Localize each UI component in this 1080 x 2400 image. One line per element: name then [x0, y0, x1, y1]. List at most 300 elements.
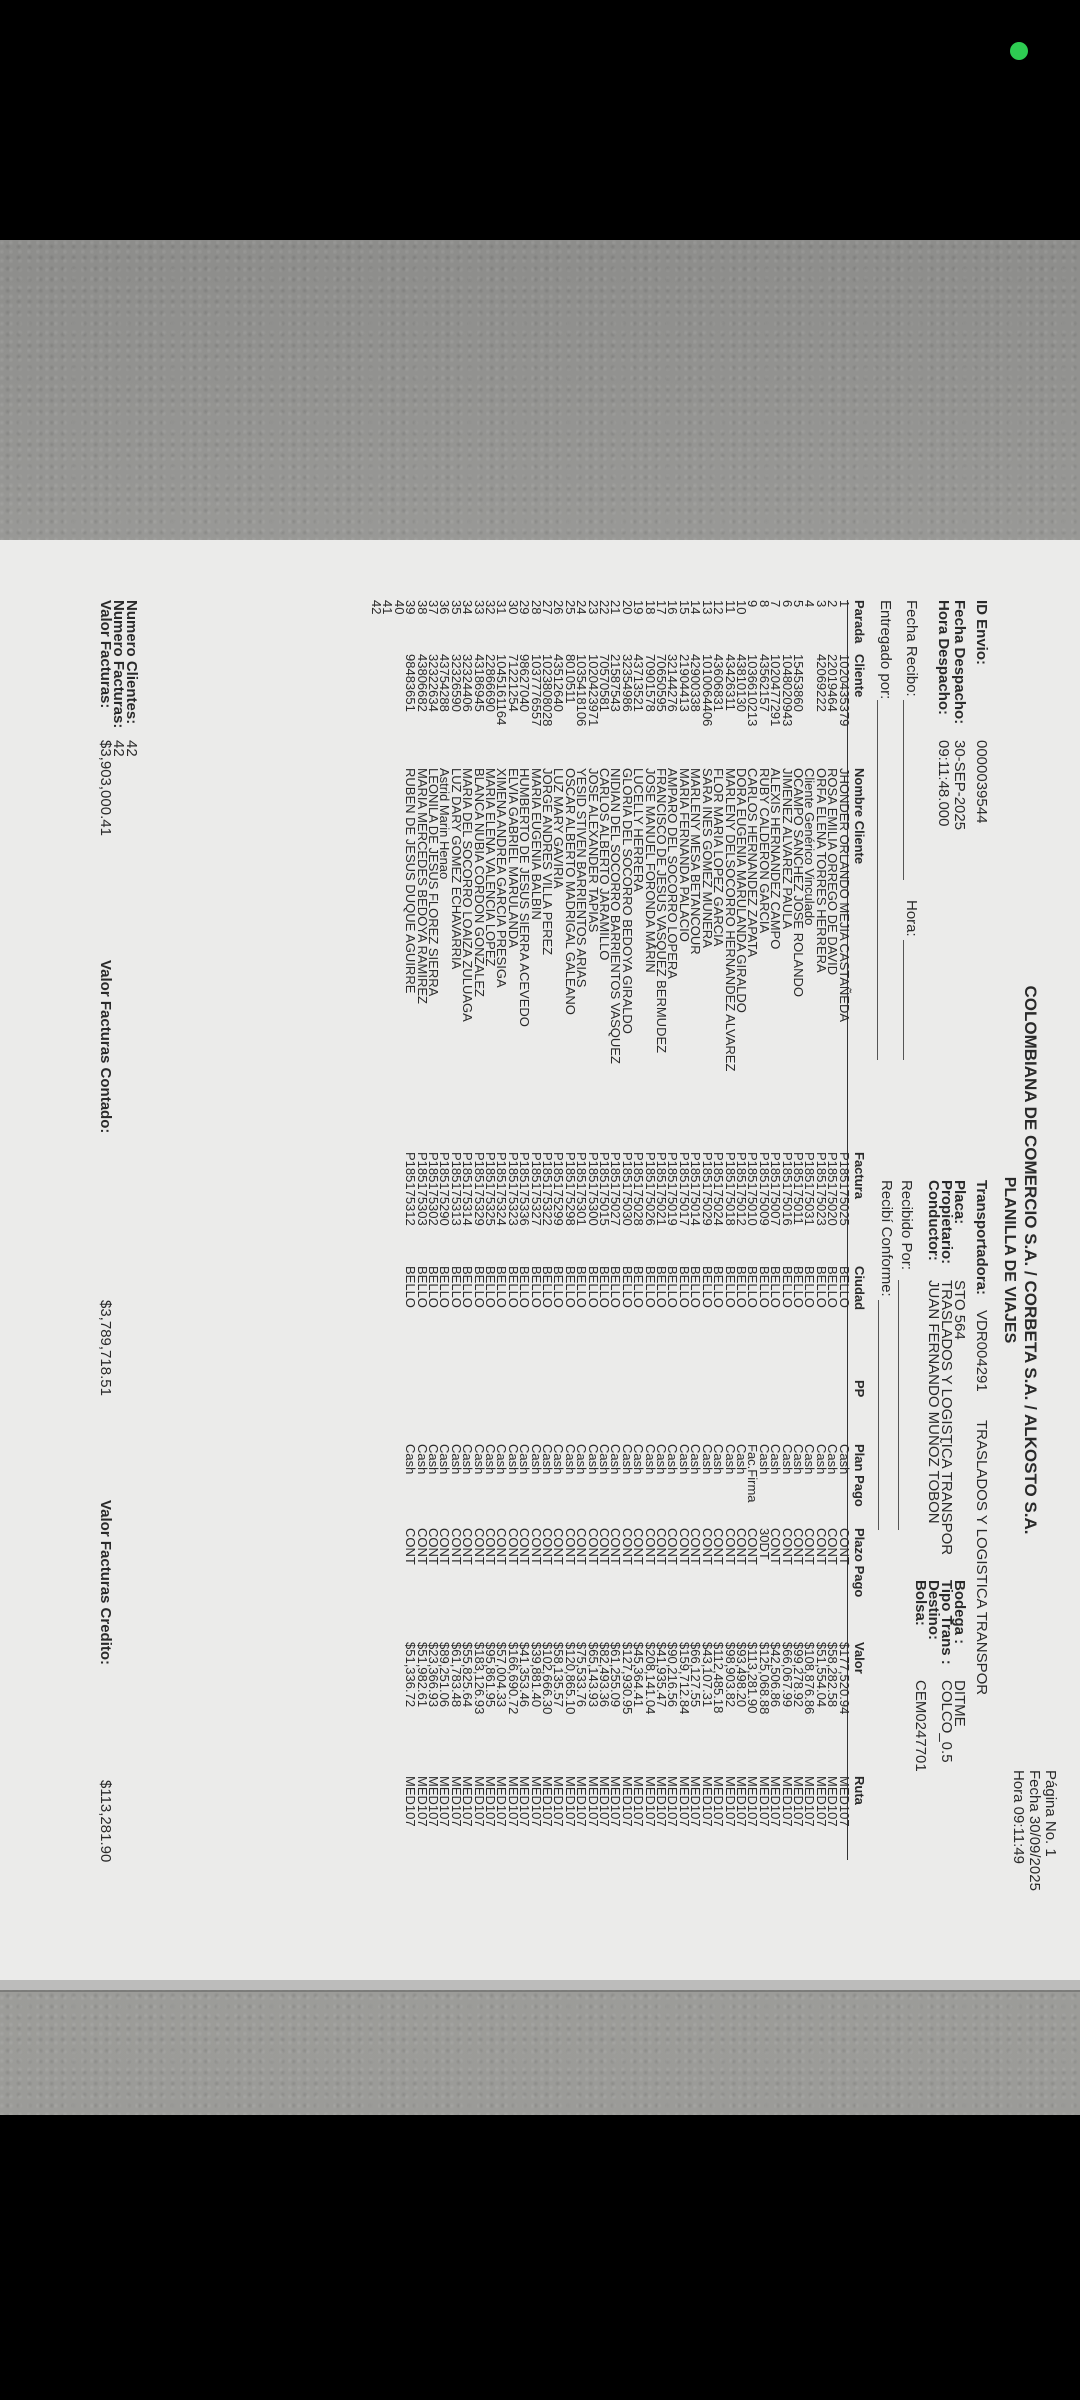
- cell-valor: $208,141.04: [642, 1642, 658, 1715]
- cell-plan-pago: Cash: [403, 1444, 419, 1475]
- cell-cliente: 1023808028: [540, 654, 556, 727]
- cell-pp: [542, 1380, 553, 1444]
- cell-pp: [838, 1380, 849, 1444]
- cell-factura: P185175322: [540, 1152, 556, 1226]
- cell-nombre: RUBEN DE JESUS DUQUE AGUIRRE: [403, 768, 419, 994]
- col-pp: PP: [852, 1380, 867, 1398]
- table-row: [815, 600, 826, 1860]
- cell-plazo-pago: CONT: [631, 1528, 647, 1565]
- cell-cliente: 70901578: [642, 654, 658, 712]
- cell-ciudad: BELLO: [665, 1266, 681, 1308]
- cell-valor: $183,126.93: [471, 1642, 487, 1715]
- document-page: [0, 540, 1080, 1980]
- conductor-label: Conductor:: [925, 1180, 942, 1261]
- cell-pp: [633, 1380, 644, 1444]
- cell-factura: P185175010: [745, 1152, 761, 1226]
- cell-parada: 13: [699, 600, 715, 615]
- transportadora-label: Transportadora:: [973, 1180, 990, 1296]
- cell-plazo-pago: CONT: [608, 1528, 624, 1565]
- cell-ruta: MED107: [790, 1776, 806, 1827]
- cell-ciudad: BELLO: [745, 1266, 761, 1308]
- status-bar: [0, 0, 1080, 110]
- cell-valor: $45,364.41: [631, 1642, 647, 1708]
- cell-plan-pago: Cash: [665, 1444, 681, 1475]
- cell-factura: P185175336: [517, 1152, 533, 1226]
- cell-cliente: 22866690: [483, 654, 498, 712]
- cell-valor: $89,251.06: [437, 1642, 453, 1708]
- cell-ruta: MED107: [836, 1776, 852, 1827]
- cell-plan-pago: Cash: [654, 1444, 670, 1475]
- cell-plazo-pago: CONT: [619, 1528, 635, 1565]
- bolsa-value: CEM0247701: [912, 1680, 929, 1772]
- cell-cliente: 1010064406: [699, 654, 715, 727]
- table-row: [679, 600, 690, 1860]
- cell-cliente: 70570581: [597, 654, 613, 712]
- cell-plan-pago: Cash: [619, 1444, 635, 1475]
- cell-plan-pago: Cash: [733, 1444, 749, 1475]
- cell-factura: P185175313: [448, 1152, 464, 1226]
- invoice-table: [368, 600, 867, 1860]
- cell-plan-pago: Cash: [688, 1444, 704, 1475]
- table-row: [621, 600, 632, 1860]
- valor-facturas-value: $3,903,000.41: [97, 740, 114, 836]
- cell-nombre: CARLOS HERNANDEZ ZAPATA: [745, 768, 761, 958]
- cell-plazo-pago: CONT: [768, 1528, 784, 1565]
- cell-valor: [371, 1642, 382, 1776]
- cell-ruta: MED107: [722, 1776, 738, 1827]
- document-subtitle: PLANILLA DE VIAJES: [1001, 1176, 1018, 1344]
- cell-pp: [599, 1380, 610, 1444]
- table-row: [564, 600, 575, 1860]
- cell-valor: $102,666.30: [540, 1642, 556, 1715]
- cell-ruta: MED107: [551, 1776, 567, 1827]
- cell-plazo-pago: CONT: [642, 1528, 658, 1565]
- cell-cliente: 15453860: [790, 654, 806, 712]
- cell-valor: $23,366.93: [425, 1642, 441, 1708]
- cell-factura: [382, 1152, 393, 1266]
- cell-parada: 42: [368, 600, 384, 615]
- cell-plazo-pago: CONT: [551, 1528, 567, 1565]
- cell-plan-pago: Cash: [631, 1444, 647, 1475]
- col-ruta: Ruta: [852, 1776, 867, 1805]
- cell-ciudad: BELLO: [528, 1266, 544, 1308]
- cell-nombre: JOSE ALEXANDER TAPIAS: [585, 768, 601, 933]
- cell-factura: P185175019: [665, 1152, 681, 1226]
- cell-ciudad: BELLO: [505, 1266, 521, 1308]
- cell-ruta: MED107: [642, 1776, 658, 1827]
- cell-pp: [770, 1380, 781, 1444]
- propietario-label: Propietario:: [938, 1180, 955, 1265]
- cell-plan-pago: Cash: [608, 1444, 624, 1475]
- cell-parada: 2: [825, 600, 841, 608]
- cell-ruta: MED107: [517, 1776, 533, 1827]
- fecha-despacho-label: Fecha Despacho:: [951, 600, 968, 725]
- cell-ruta: MED107: [585, 1776, 601, 1827]
- cell-ciudad: BELLO: [802, 1266, 818, 1308]
- num-facturas-label: Numero Facturas:: [110, 600, 127, 729]
- cell-plazo-pago: CONT: [483, 1528, 498, 1565]
- cell-ciudad: BELLO: [585, 1266, 601, 1308]
- num-clientes-value: 42: [123, 740, 140, 757]
- cell-nombre: MARIA MERCEDES BEDOYA RAMIREZ: [414, 768, 430, 1004]
- cell-pp: [679, 1380, 690, 1444]
- cell-pp: [496, 1380, 507, 1444]
- cell-plazo-pago: CONT: [699, 1528, 715, 1565]
- cell-valor: $51,554.04: [813, 1642, 829, 1708]
- cell-factura: P185175011: [790, 1152, 806, 1225]
- cell-parada: 21: [608, 600, 624, 615]
- cell-pp: [747, 1380, 758, 1444]
- cell-plazo-pago: CONT: [790, 1528, 806, 1565]
- transportadora-name: TRASLADOS Y LOGISTICA TRANSPOR: [973, 1420, 990, 1696]
- cell-nombre: MARLENY DELSOCORRO HERNANDEZ ALVAREZ: [722, 768, 738, 1072]
- paper-shadow: [0, 1980, 1080, 1992]
- cell-cliente: 21587543: [608, 654, 624, 712]
- cell-pp: [656, 1380, 667, 1444]
- cell-factura: P185175302: [425, 1152, 441, 1226]
- fecha-recibo-label: Fecha Recibo:: [903, 600, 920, 697]
- cell-ciudad: BELLO: [403, 1266, 419, 1308]
- cell-ciudad: BELLO: [562, 1266, 578, 1308]
- cell-nombre: MARIA FERNANDA PALACIO: [676, 768, 692, 942]
- cell-nombre: OCAMPO SANCHEZ JOSE ROLANDO: [790, 768, 806, 997]
- conductor-value: JUAN FERNANDO MUÑOZ TOBON: [925, 1280, 942, 1524]
- cell-plan-pago: Cash: [802, 1444, 818, 1475]
- cell-factura: P185175017: [676, 1152, 692, 1226]
- cell-ruta: MED107: [425, 1776, 441, 1827]
- cell-plazo-pago: CONT: [505, 1528, 521, 1565]
- cell-factura: P185175026: [642, 1152, 658, 1226]
- cell-nombre: CARLOS ALBERTO JARAMILLO: [597, 768, 613, 961]
- cell-plazo-pago: CONT: [836, 1528, 852, 1565]
- cell-parada: 11: [722, 600, 738, 614]
- cell-plan-pago: Cash: [437, 1444, 453, 1475]
- cell-valor: $51,982.61: [414, 1642, 430, 1708]
- cell-plan-pago: Cash: [836, 1444, 852, 1475]
- cell-cliente: 1045161164: [494, 654, 510, 726]
- cell-pp: [553, 1380, 564, 1444]
- table-row: [382, 600, 393, 1860]
- cell-parada: 25: [562, 600, 578, 615]
- cell-ruta: MED107: [676, 1776, 692, 1827]
- cell-ruta: MED107: [540, 1776, 556, 1827]
- cell-parada: 31: [494, 600, 510, 615]
- cell-valor: $65,143.93: [585, 1642, 601, 1708]
- cell-ruta: MED107: [528, 1776, 544, 1827]
- cell-ruta: [382, 1776, 393, 1860]
- cell-factura: P185175290: [437, 1152, 453, 1226]
- photo-view: [0, 240, 1080, 2115]
- cell-ciudad: BELLO: [540, 1266, 556, 1308]
- cell-plazo-pago: CONT: [711, 1528, 727, 1565]
- cell-ruta: MED107: [654, 1776, 670, 1827]
- cell-ruta: MED107: [574, 1776, 590, 1827]
- destino-label: Destino:: [925, 1580, 942, 1640]
- cell-plan-pago: Cash: [483, 1444, 498, 1475]
- cell-ruta: MED107: [494, 1776, 510, 1827]
- cell-valor: $166,690.72: [505, 1642, 521, 1715]
- recibido-label: Recibido Por:: [898, 1180, 915, 1271]
- table-row: [405, 600, 416, 1860]
- cell-pp: [462, 1380, 473, 1444]
- cell-plan-pago: [382, 1444, 393, 1528]
- cell-parada: 24: [574, 600, 590, 615]
- cell-valor: $125,068.88: [756, 1642, 772, 1715]
- credito-label: Valor Facturas Credito:: [97, 1500, 114, 1666]
- cell-factura: P185175020: [825, 1152, 841, 1226]
- page-info: [1010, 1770, 1058, 1891]
- cell-ruta: MED107: [756, 1776, 772, 1827]
- cell-plan-pago: Cash: [460, 1444, 476, 1475]
- cell-pp: [564, 1380, 575, 1444]
- cell-cliente: [382, 654, 393, 768]
- id-envio-label: ID Envio:: [973, 600, 990, 666]
- cell-nombre: Astrid Marin Henao: [437, 768, 453, 880]
- cell-valor: $99,278.92: [790, 1642, 806, 1708]
- cell-plazo-pago: CONT: [437, 1528, 453, 1565]
- col-cliente: Cliente: [852, 654, 867, 698]
- contado-value: $3,789,718.51: [97, 1300, 114, 1396]
- cell-ruta: MED107: [733, 1776, 749, 1827]
- cell-nombre: LUCELLY HERRERA: [631, 768, 647, 892]
- cell-parada: 40: [391, 600, 407, 615]
- cell-parada: 14: [688, 600, 704, 615]
- cell-ruta: MED107: [699, 1776, 715, 1827]
- table-row: [758, 600, 769, 1860]
- cell-valor: $82,493.36: [597, 1642, 613, 1708]
- cell-valor: $51,336.72: [403, 1642, 419, 1708]
- cell-ciudad: BELLO: [483, 1266, 498, 1308]
- cell-parada: 29: [517, 600, 533, 615]
- cell-factura: P185175301: [574, 1152, 590, 1226]
- cell-parada: 9: [745, 600, 761, 608]
- cell-plan-pago: Cash: [722, 1444, 738, 1475]
- cell-cliente: 1048020943: [779, 654, 795, 727]
- cell-plazo-pago: CONT: [494, 1528, 510, 1565]
- cell-plazo-pago: 30DT: [756, 1528, 772, 1560]
- cell-pp: [371, 1380, 382, 1444]
- cell-pp: [382, 1380, 393, 1444]
- cell-pp: [405, 1380, 416, 1444]
- cell-plazo-pago: CONT: [403, 1528, 419, 1565]
- cell-plazo-pago: CONT: [562, 1528, 578, 1565]
- cell-ruta: [371, 1776, 382, 1860]
- cell-nombre: AMPARO DEL SOCORRO LOPERA: [665, 768, 681, 979]
- cell-pp: [644, 1380, 655, 1444]
- cell-ciudad: BELLO: [779, 1266, 795, 1308]
- cell-cliente: 42069222: [813, 654, 829, 712]
- cell-plan-pago: Cash: [642, 1444, 658, 1475]
- cell-nombre: [371, 768, 382, 1152]
- cell-nombre: NIDIAN DEL SOCORRO BARRIENTOS VASQUEZ: [608, 768, 624, 1064]
- cell-ciudad: BELLO: [471, 1266, 487, 1308]
- cell-pp: [621, 1380, 632, 1444]
- cell-factura: P185175325: [483, 1152, 498, 1226]
- col-plazo-pago: Plazo Pago: [852, 1528, 867, 1598]
- bolsa-label: Bolsa:: [912, 1580, 929, 1626]
- col-nombre-cliente: Nombre Cliente: [852, 768, 867, 865]
- cell-ruta: MED107: [597, 1776, 613, 1827]
- propietario-value: TRASLADOS Y LOGISTICA TRANSPOR: [938, 1280, 955, 1556]
- cell-plan-pago: Cash: [597, 1444, 613, 1475]
- cell-parada: 7: [768, 600, 784, 608]
- cell-factura: P185175298: [562, 1152, 578, 1226]
- page-time: Hora 09:11:49: [1010, 1770, 1027, 1864]
- cell-valor: $90,216.56: [665, 1642, 681, 1708]
- cell-parada: 8: [756, 600, 772, 608]
- cell-nombre: LUZ DARY GOMEZ ECHAVARRIA: [448, 768, 464, 970]
- cell-parada: 34: [460, 600, 476, 615]
- cell-valor: $177,520.94: [836, 1642, 852, 1715]
- cell-plazo-pago: CONT: [802, 1528, 818, 1565]
- cell-pp: [701, 1380, 712, 1444]
- cell-ciudad: BELLO: [733, 1266, 749, 1308]
- cell-ruta: MED107: [403, 1776, 419, 1827]
- cell-valor: $75,533.76: [574, 1642, 590, 1708]
- cell-plan-pago: Cash: [790, 1444, 806, 1475]
- cell-parada: 19: [631, 600, 647, 615]
- cell-nombre: LUZ MARY GAVIRIA: [551, 768, 567, 889]
- cell-ruta: MED107: [688, 1776, 704, 1827]
- cell-factura: P185175329: [471, 1152, 487, 1226]
- cell-plan-pago: Cash: [699, 1444, 715, 1475]
- cell-pp: [713, 1380, 724, 1444]
- cell-factura: P185175018: [722, 1152, 738, 1226]
- cell-valor: $112,485.18: [711, 1642, 727, 1714]
- cell-nombre: LEONILA DE JESUS FLOREZ SIERRA: [425, 768, 441, 997]
- cell-ciudad: BELLO: [574, 1266, 590, 1308]
- cell-nombre: FRANCISCO DE JESUS VASQUEZ BERMUDEZ: [654, 768, 670, 1054]
- cell-parada: 30: [505, 600, 521, 615]
- cell-cliente: 43810130: [733, 654, 749, 712]
- cell-valor: $120,865.10: [562, 1642, 578, 1715]
- cell-ciudad: BELLO: [722, 1266, 738, 1308]
- col-valor: Valor: [852, 1642, 867, 1674]
- cell-parada: 38: [414, 600, 430, 615]
- cell-valor: $58,282.58: [825, 1642, 841, 1708]
- cell-ruta: MED107: [813, 1776, 829, 1827]
- cell-cliente: 43186945: [471, 654, 487, 712]
- cell-pp: [450, 1380, 461, 1444]
- cell-ciudad: BELLO: [836, 1266, 852, 1308]
- cell-nombre: ALEXIS HERNANDEZ CAMPO: [768, 768, 784, 950]
- cell-plazo-pago: CONT: [517, 1528, 533, 1565]
- cell-ruta: MED107: [665, 1776, 681, 1827]
- cell-nombre: HUMBERTO DE JESUS SIERRA ACEVEDO: [517, 768, 533, 1027]
- company-title: COLOMBIANA DE COMERCIO S.A. / CORBETA S.A. / ALKOSTO S.A.: [1021, 985, 1040, 1535]
- cell-factura: P185175031: [802, 1152, 818, 1226]
- cell-pp: [667, 1380, 678, 1444]
- cell-pp: [485, 1380, 496, 1444]
- cell-pp: [815, 1380, 826, 1444]
- cell-nombre: YESID STIVEN BARRIENTOS ARIAS: [574, 768, 590, 988]
- cell-parada: 39: [403, 600, 419, 615]
- cell-nombre: ELVIA GABRIEL MARULANDA: [505, 768, 521, 948]
- cell-pp: [416, 1380, 427, 1444]
- cell-nombre: BLANCA NUBIA CORDON GONZALEZ: [471, 768, 487, 997]
- cell-plan-pago: Cash: [813, 1444, 829, 1475]
- cell-valor: $61,783.48: [448, 1642, 464, 1708]
- entregado-label: Entregado por:: [877, 600, 894, 700]
- cell-factura: P185175009: [756, 1152, 772, 1226]
- cell-plazo-pago: CONT: [779, 1528, 795, 1565]
- cell-valor: $41,353.46: [517, 1642, 533, 1708]
- cell-parada: 17: [654, 600, 670, 615]
- cell-plan-pago: Cash: [779, 1444, 795, 1475]
- cell-plazo-pago: CONT: [688, 1528, 704, 1565]
- cell-ciudad: BELLO: [768, 1266, 784, 1308]
- cell-cliente: 22019464: [825, 654, 841, 712]
- cell-plazo-pago: CONT: [813, 1528, 829, 1565]
- cell-valor: $57,004.33: [494, 1642, 510, 1708]
- tipo-trans-label: Tipo Trans :: [938, 1580, 955, 1665]
- cell-cliente: 98627040: [517, 654, 533, 712]
- cell-pp: [393, 1380, 404, 1444]
- cell-ruta: MED107: [608, 1776, 624, 1827]
- cell-plazo-pago: CONT: [733, 1528, 749, 1565]
- cell-cliente: 42900338: [688, 654, 704, 712]
- num-clientes-label: Numero Clientes:: [123, 600, 140, 725]
- cell-factura: P185175012: [733, 1152, 749, 1226]
- cell-plazo-pago: CONT: [665, 1528, 681, 1565]
- cell-cliente: 1036610213: [745, 654, 761, 727]
- cell-ruta: MED107: [483, 1776, 498, 1827]
- cell-ciudad: BELLO: [597, 1266, 613, 1308]
- cell-valor: $66,127.55: [688, 1642, 704, 1708]
- page-date: Fecha 30/09/2025: [1026, 1770, 1043, 1891]
- col-ciudad: Ciudad: [852, 1266, 867, 1311]
- cell-nombre: GLORIA DEL SOCORRO BEDOYA GIRALDO: [619, 768, 635, 1034]
- cell-ciudad: BELLO: [642, 1266, 658, 1308]
- num-facturas-value: 42: [110, 740, 127, 757]
- cell-pp: [530, 1380, 541, 1444]
- credito-value: $113,281.90: [97, 1780, 114, 1863]
- cell-valor: $98,903.82: [722, 1642, 738, 1708]
- col-plan-pago: Plan Pago: [852, 1444, 867, 1507]
- cell-cliente: 1037776557: [528, 654, 544, 727]
- cell-cliente: 32326590: [448, 654, 464, 712]
- cell-parada: 32: [483, 600, 498, 615]
- cell-factura: [371, 1152, 382, 1266]
- cell-ruta: MED107: [505, 1776, 521, 1827]
- cell-pp: [428, 1380, 439, 1444]
- cell-ciudad: BELLO: [654, 1266, 670, 1308]
- cell-nombre: JORGE ANDRES VILLA PEREZ: [540, 768, 556, 956]
- cell-cliente: 43713521: [631, 654, 647, 712]
- cell-plan-pago: Cash: [471, 1444, 487, 1475]
- cell-plan-pago: Cash: [494, 1444, 510, 1475]
- cell-cliente: 43806682: [414, 654, 430, 712]
- cell-plazo-pago: CONT: [460, 1528, 476, 1565]
- cell-nombre: MARLENY MESA BETANCOUR: [688, 768, 704, 955]
- cell-ruta: MED107: [414, 1776, 430, 1827]
- cell-parada: 23: [585, 600, 601, 615]
- placa-label: Placa:: [951, 1180, 968, 1225]
- cell-pp: [827, 1380, 838, 1444]
- cell-valor: $41,935.47: [654, 1642, 670, 1708]
- cell-plazo-pago: [382, 1528, 393, 1642]
- cell-ciudad: BELLO: [425, 1266, 441, 1308]
- cell-pp: [724, 1380, 735, 1444]
- cell-plan-pago: Cash: [676, 1444, 692, 1475]
- cell-plazo-pago: CONT: [676, 1528, 692, 1565]
- cell-ciudad: [371, 1266, 382, 1380]
- hora-despacho-label: Hora Despacho:: [935, 600, 952, 716]
- cell-nombre: FLOR MARIA LOPEZ GARCIA: [711, 768, 727, 947]
- cell-nombre: Cliente Genérico Vinculado: [802, 768, 818, 926]
- cell-ciudad: BELLO: [608, 1266, 624, 1308]
- cell-ruta: MED107: [562, 1776, 578, 1827]
